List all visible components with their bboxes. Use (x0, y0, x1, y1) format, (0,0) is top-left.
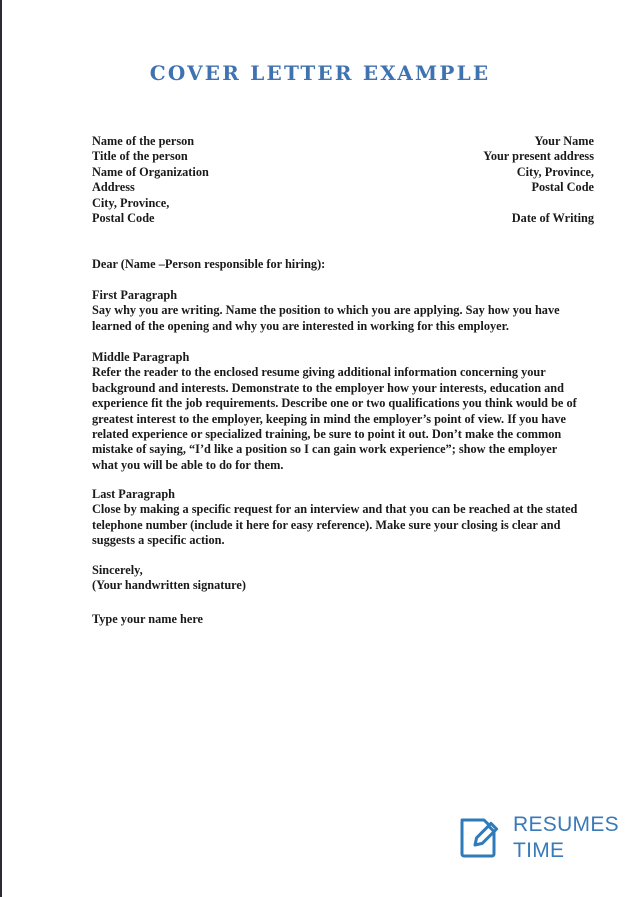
closing-block (92, 563, 597, 594)
recipient-address-line: Name of the person (92, 134, 195, 148)
sender-address-line: Your Name (534, 134, 594, 148)
sender-address-line: Postal Code (531, 180, 594, 195)
address-spacer (483, 196, 594, 211)
paragraph-line: greatest interest to the employer, keeping in mind the employer’s point of view. If you have (92, 411, 566, 426)
logo-line-resumes: RESUMES (513, 813, 619, 836)
paragraph-line: Close by making a specific request for an interview and that you can be reached at the stated (92, 502, 578, 517)
date-of-writing: Date of Writing (511, 211, 594, 226)
logo-line-time: TIME (513, 839, 565, 862)
paragraph-heading: Last Paragraph (92, 487, 176, 501)
sender-address-block (483, 134, 594, 226)
type-name-text: Type your name here (92, 612, 204, 626)
logo-wordmark (513, 812, 619, 864)
signature-placeholder: (Your handwritten signature) (92, 578, 246, 593)
paragraph-line: learned of the opening and why you are interested in working for this employer. (92, 318, 509, 333)
paragraph-line: mistake of saying, “I’d like a position so I can gain work experience”; show the employer (92, 442, 558, 457)
paragraph-body (92, 303, 597, 334)
recipient-address-line: City, Province, (92, 195, 170, 210)
paragraph-body (92, 502, 597, 548)
sender-address-line: Your present address (483, 149, 594, 164)
paragraph-line: related experience or specialized training, be sure to point it out. Don’t make the common (92, 427, 562, 442)
sender-address-line: City, Province, (516, 164, 594, 179)
recipient-address-line: Address (92, 180, 135, 195)
paragraph-heading: Middle Paragraph (92, 350, 190, 364)
paragraph-line: Refer the reader to the enclosed resume giving additional information concerning your (92, 365, 546, 380)
paragraph-heading: First Paragraph (92, 288, 178, 302)
page-title: COVER LETTER EXAMPLE (149, 61, 491, 85)
paragraph-line: suggests a specific action. (92, 533, 225, 548)
sign-off: Sincerely, (92, 563, 143, 577)
recipient-address-line: Title of the person (92, 149, 188, 164)
paragraph-body (92, 365, 597, 473)
paragraph-line: Say why you are writing. Name the position to which you are applying. Say how you have (92, 303, 560, 318)
paragraph-last (92, 487, 597, 549)
paragraph-line: background and interests. Demonstrate to the employer how your interests, education and (92, 380, 564, 395)
recipient-address-line: Name of Organization (92, 164, 209, 179)
paragraph-line: experience fit the job requirements. Describe one or two qualifications you think would be of (92, 396, 577, 411)
document-pencil-icon (458, 814, 504, 860)
type-name-line (92, 612, 597, 627)
paragraph-middle (92, 350, 597, 473)
paragraph-line: what you will be able to do for them. (92, 457, 284, 472)
paragraph-line: telephone number (include it here for easy reference). Make sure your closing is clear and (92, 517, 561, 532)
salutation-text: Dear (Name –Person responsible for hiring): (92, 257, 326, 271)
recipient-address-block (92, 134, 209, 226)
paragraph-first (92, 288, 597, 334)
salutation (92, 257, 597, 272)
recipient-address-line: Postal Code (92, 211, 155, 226)
resumes-time-logo (458, 812, 619, 870)
